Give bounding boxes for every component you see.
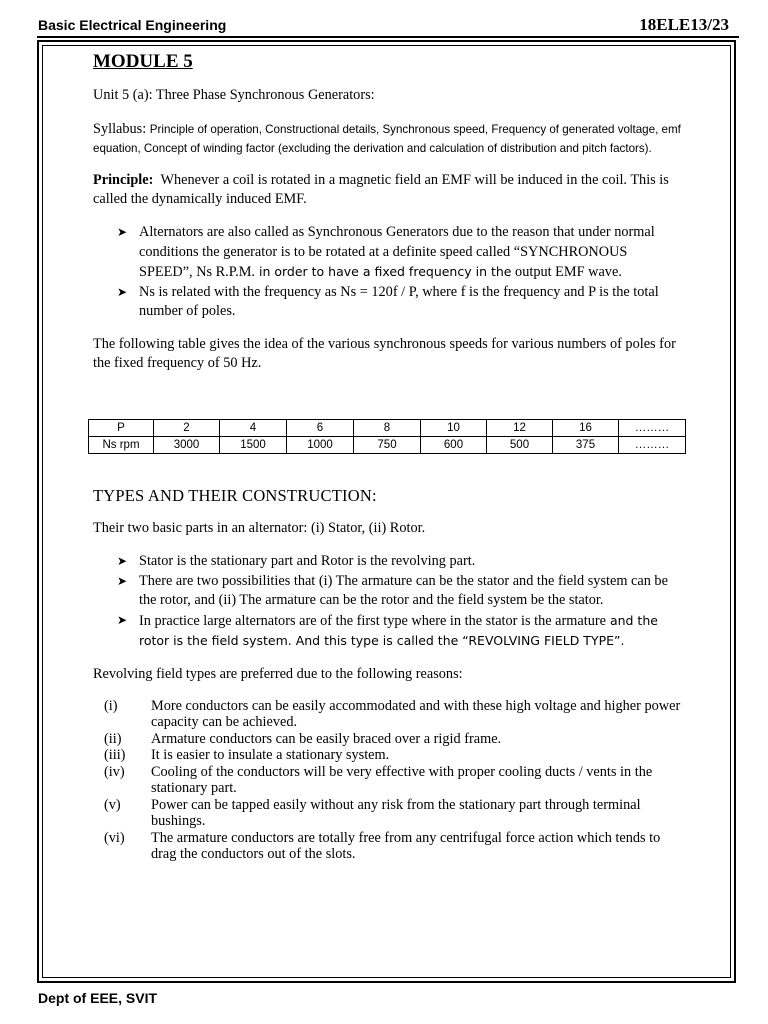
list-item: (vi) The armature conductors are totally free from any centrifugal force action which tends to drag the conductors out of the slots. bbox=[104, 829, 661, 862]
syllabus bbox=[93, 120, 683, 158]
bullet-list-2 bbox=[93, 552, 683, 652]
table-cell: 3000 bbox=[154, 437, 220, 454]
table-cell: 4 bbox=[220, 420, 287, 437]
table-cell: 375 bbox=[553, 437, 619, 454]
table-cell: 500 bbox=[487, 437, 553, 454]
table-cell: 16 bbox=[553, 420, 619, 437]
types-heading: TYPES AND THEIR CONSTRUCTION: bbox=[93, 486, 377, 505]
list-item: ➤ There are two possibilities that (i) The armature can be the stator and the field system can be the rotor, and (ii) The armature can be the rotor and the field system be the stator. bbox=[117, 572, 668, 608]
list-item: ➤ In practice large alternators are of the first type where in the stator is the armature and the rotor is the field system. And this type is called the “REVOLVING FIELD TYPE”. bbox=[117, 612, 658, 648]
header-title: Basic Electrical Engineering bbox=[38, 17, 227, 33]
basic-parts: Their two basic parts in an alternator: (i) Stator, (ii) Rotor. bbox=[93, 520, 426, 536]
reasons-list bbox=[93, 698, 683, 863]
synchronous-speed-table bbox=[88, 419, 686, 454]
table-cell: 750 bbox=[354, 437, 421, 454]
principle-paragraph bbox=[93, 171, 683, 209]
content-top bbox=[93, 50, 683, 373]
list-item: ➤ Ns is related with the frequency as Ns = 120f / P, where f is the frequency and P is the total number of poles. bbox=[117, 283, 659, 319]
footer-department: Dept of EEE, SVIT bbox=[38, 990, 158, 1006]
list-item: (v) Power can be tapped easily without any risk from the stationary part through terminal bushings. bbox=[104, 796, 641, 829]
header-course-code: 18ELE13/23 bbox=[639, 15, 729, 34]
table-cell: 2 bbox=[154, 420, 220, 437]
list-item: (i) More conductors can be easily accommodated and with these high voltage and higher power capacity can be achieved. bbox=[104, 697, 681, 730]
arrow-bullet-icon: ➤ bbox=[117, 612, 128, 627]
list-item: (iii) It is easier to insulate a stationary system. bbox=[104, 747, 390, 763]
table-cell: 600 bbox=[421, 437, 487, 454]
reasons-intro: Revolving field types are preferred due to the following reasons: bbox=[93, 665, 463, 682]
content-bottom bbox=[93, 486, 683, 863]
syllabus-label: Syllabus: bbox=[93, 121, 150, 137]
header-rule bbox=[37, 36, 739, 38]
table-cell: Ns rpm bbox=[89, 437, 154, 454]
table-intro: The following table gives the idea of the various synchronous speeds for various numbers of poles for the fixed frequency of 50 Hz. bbox=[93, 335, 676, 371]
syllabus-text: Principle of operation, Constructional details, Synchronous speed, Frequency of generated voltage, emf equation, Concept of winding factor (excluding the derivation and calculation of distribution and pitch factors). bbox=[93, 123, 681, 155]
table-cell: P bbox=[89, 420, 154, 437]
table-cell: 6 bbox=[287, 420, 354, 437]
table-cell: 10 bbox=[421, 420, 487, 437]
list-item: ➤ Stator is the stationary part and Rotor is the revolving part. bbox=[139, 552, 683, 572]
list-item: (iv) Cooling of the conductors will be very effective with proper cooling ducts / vents in the stationary part. bbox=[104, 763, 653, 796]
principle-label: Principle: bbox=[93, 172, 154, 188]
table-row bbox=[89, 420, 686, 437]
table-cell: 1500 bbox=[220, 437, 287, 454]
arrow-bullet-icon: ➤ bbox=[117, 573, 128, 588]
table-cell: 8 bbox=[354, 420, 421, 437]
arrow-bullet-icon: ➤ bbox=[117, 284, 128, 299]
table-cell: 12 bbox=[487, 420, 553, 437]
table-cell: 1000 bbox=[287, 437, 354, 454]
table-cell: ……… bbox=[619, 420, 686, 437]
unit-title: Unit 5 (a): Three Phase Synchronous Generators: bbox=[93, 87, 375, 103]
arrow-bullet-icon: ➤ bbox=[117, 554, 128, 568]
list-item: (ii) Armature conductors can be easily braced over a rigid frame. bbox=[104, 730, 502, 747]
principle-text: Whenever a coil is rotated in a magnetic field an EMF will be induced in the coil. This is called the dynamically induced EMF. bbox=[93, 172, 669, 207]
bullet-list-1 bbox=[93, 223, 683, 322]
arrow-bullet-icon: ➤ bbox=[117, 225, 128, 239]
list-item: ➤ Alternators are also called as Synchronous Generators due to the reason that under normal conditions the generator is to be rotated at a definite speed called “SYNCHRONOUS SPEED”, Ns R.P.M. in order to have a fixed frequency in the output EMF wave. bbox=[117, 224, 655, 280]
table-row bbox=[89, 437, 686, 454]
table-cell: ……… bbox=[619, 437, 686, 454]
module-title: MODULE 5 bbox=[93, 51, 193, 72]
